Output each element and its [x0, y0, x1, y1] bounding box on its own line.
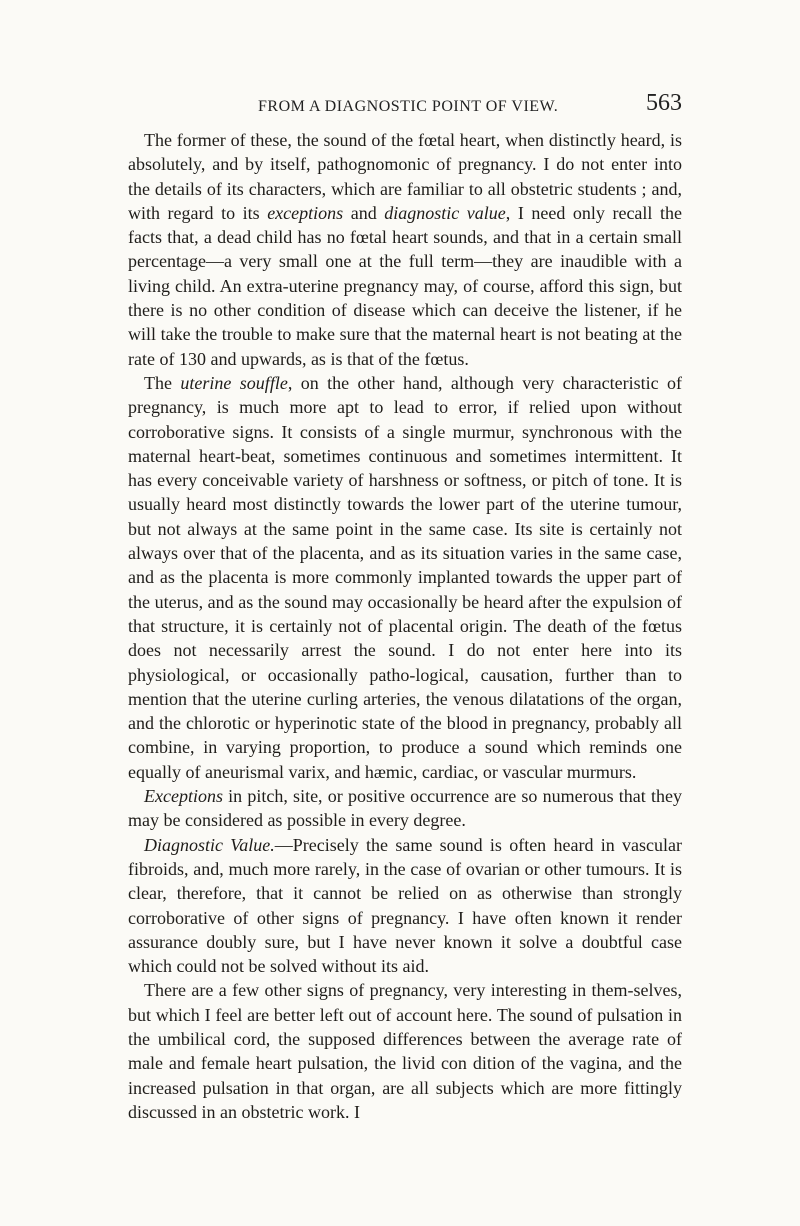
text-run: —Precisely the same sound is often heard in vascular fibroids, and, much more rarely, in the case of ovarian or other tumours. It is clear, therefore, that it cannot be relied on as otherwise than strongly corroborative of other signs of pregnancy. I have often known it render assurance doubly sure, but I have never known it solve a doubtful case which could not be solved without its aid.	[128, 834, 682, 977]
italic-term: Diagnostic Value.	[144, 834, 275, 855]
text-run: in pitch, site, or positive occurrence are so numerous that they may be considered as possible in every degree.	[128, 786, 682, 831]
text-run: The	[144, 372, 181, 393]
italic-term: uterine souffle	[180, 372, 288, 393]
paragraph	[128, 371, 682, 784]
text-run: , I need only recall the facts that, a dead child has no fœtal heart sounds, and that in a certain small percentage—a very small one at the full term—they are inaudible with a living child. An extra-uterine pregnancy may, of course, afford this sign, but there is no other condition of disease which can deceive the listener, if he will take the trouble to make sure that the maternal heart is not beating at the rate of 130 and upwards, as is that of the fœtus.	[128, 202, 682, 369]
italic-term: exceptions	[267, 202, 344, 223]
paragraph	[128, 833, 682, 979]
paragraph	[128, 784, 682, 833]
paragraph	[128, 978, 682, 1124]
page-header	[128, 86, 682, 122]
body-text	[128, 128, 682, 1124]
text-run: , on the other hand, although very characteristic of pregnancy, is much more apt to lead to error, if relied upon without corroborative signs. It consists of a single murmur, synchronous with the maternal heart-beat, sometimes continuous and sometimes intermittent. It has every conceivable variety of harshness or softness, or pitch of tone. It is usually heard most distinctly towards the lower part of the uterine tumour, but not always at the same point in the same case. Its site is certainly not always over that of the placenta, and as its situation varies in the same case, and as the placenta is more commonly implanted towards the upper part of the uterus, and as the sound may occasionally be heard after the expulsion of that structure, it is certainly not of placental origin. The death of the fœtus does not necessarily arrest the sound. I do not enter here into its physiological, or occasionally patho-logical, causation, further than to mention that the uterine curling arteries, the venous dilatations of the organ, and the chlorotic or hyperinotic state of the blood in pregnancy, probably all combine, in varying proportion, to produce a sound which reminds one equally of aneurismal varix, and hæmic, cardiac, or vascular murmurs.	[128, 372, 683, 782]
text-run: The former of these, the sound of the fœtal heart, when distinctly heard, is absolutely, and by itself, pathognomonic of pregnancy. I do not enter into the details of its characters, which are familiar to all obstetric students ; and, with regard to its	[128, 130, 682, 223]
italic-term: diagnostic value	[384, 202, 506, 223]
text-run: and	[343, 202, 385, 223]
text-run: There are a few other signs of pregnancy, very interesting in them-selves, but which I feel are better left out of account here. The sound of pulsation in the umbilical cord, the supposed differences between the average rate of male and female heart pulsation, the livid con dition of the vagina, and the increased pulsation in that organ, are all subjects which are more fittingly discussed in an obstetric work. I	[128, 980, 682, 1122]
running-head: FROM A DIAGNOSTIC POINT OF VIEW.	[258, 98, 559, 115]
italic-term: Exceptions	[144, 786, 223, 807]
page-number: 563	[646, 90, 682, 116]
paragraph	[128, 128, 682, 371]
